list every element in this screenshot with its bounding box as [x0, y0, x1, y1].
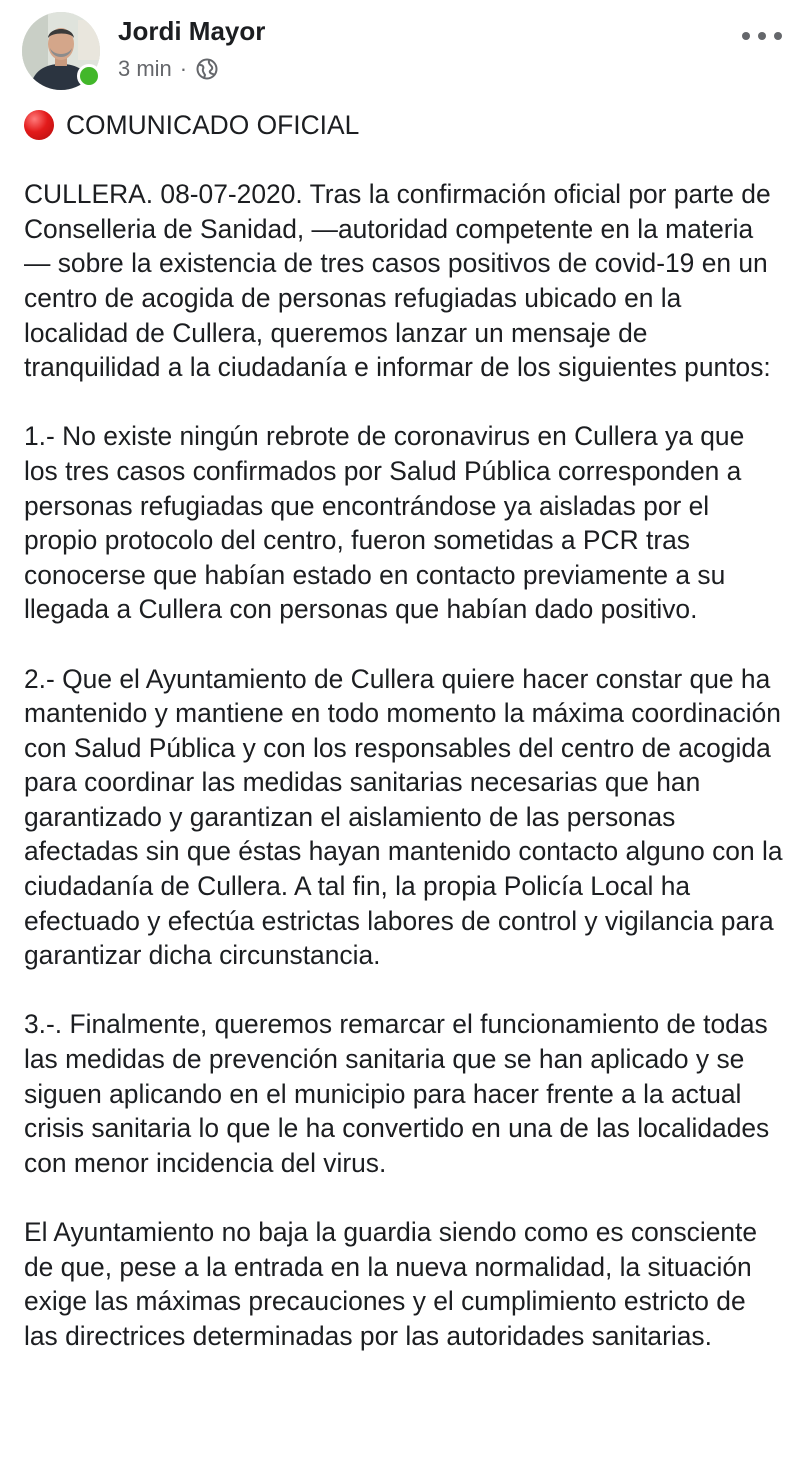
more-options-icon[interactable] — [742, 24, 782, 48]
post-paragraph: CULLERA. 08-07-2020. Tras la confirmación oficial por parte de Conselleria de Sanidad, —autoridad competente en la materia — sobre la existencia de tres casos positivos de covid-19 en un centro de acogida de personas refugiadas ubicado en la localidad de Cullera, queremos lanzar un mensaje de tranquilidad a la ciudadanía e informar de los siguientes puntos: — [24, 179, 771, 383]
author-name[interactable]: Jordi Mayor — [118, 16, 266, 46]
red-circle-icon — [24, 110, 54, 140]
meta-separator: · — [179, 56, 188, 81]
post-paragraph: 2.- Que el Ayuntamiento de Cullera quiere hacer constar que ha mantenido y mantiene en todo momento la máxima coordinación con Salud Pública y con los responsables del centro de acogida para coordinar las medidas sanitarias necesarias que han garantizado y garantizan el aislamiento de las personas afectadas sin que éstas hayan mantenido contacto alguno con la ciudadanía de Cullera. A tal fin, la propia Policía Local ha efectuado y efectúa estrictas labores de control y vigilancia para garantizar dicha circunstancia. — [24, 663, 783, 971]
headline-text: COMUNICADO OFICIAL — [66, 110, 360, 140]
post-paragraph: El Ayuntamiento no baja la guardia siendo como es consciente de que, pese a la entrada en la nueva normalidad, la situación exige las máximas precauciones y el cumplimiento estricto de las directrices determinadas por las autoridades sanitarias. — [24, 1217, 758, 1351]
post-paragraph: 1.- No existe ningún rebrote de coronavirus en Cullera ya que los tres casos confirmados por Salud Pública corresponden a personas refugiadas que encontrándose ya aisladas por el propio protocolo del centro, fueron sometidas a PCR tras conocerse que habían estado en contacto previamente a su llegada a Cullera con personas que habían dado positivo. — [24, 421, 745, 625]
post-header — [22, 12, 782, 92]
post-meta — [118, 56, 219, 82]
online-status-dot — [77, 64, 101, 88]
post-body — [24, 108, 784, 1388]
more-dot — [774, 32, 782, 40]
more-dot — [758, 32, 766, 40]
globe-icon[interactable] — [195, 57, 219, 81]
post-time[interactable]: 3 min — [118, 56, 172, 81]
post-headline — [24, 108, 784, 143]
more-dot — [742, 32, 750, 40]
post-paragraph: 3.-. Finalmente, queremos remarcar el funcionamiento de todas las medidas de prevención sanitaria que se han aplicado y se siguen aplicando en el municipio para hacer frente a la actual crisis sanitaria lo que le ha convertido en una de las localidades con menor incidencia del virus. — [24, 1009, 770, 1178]
avatar-wrap[interactable] — [22, 12, 100, 90]
